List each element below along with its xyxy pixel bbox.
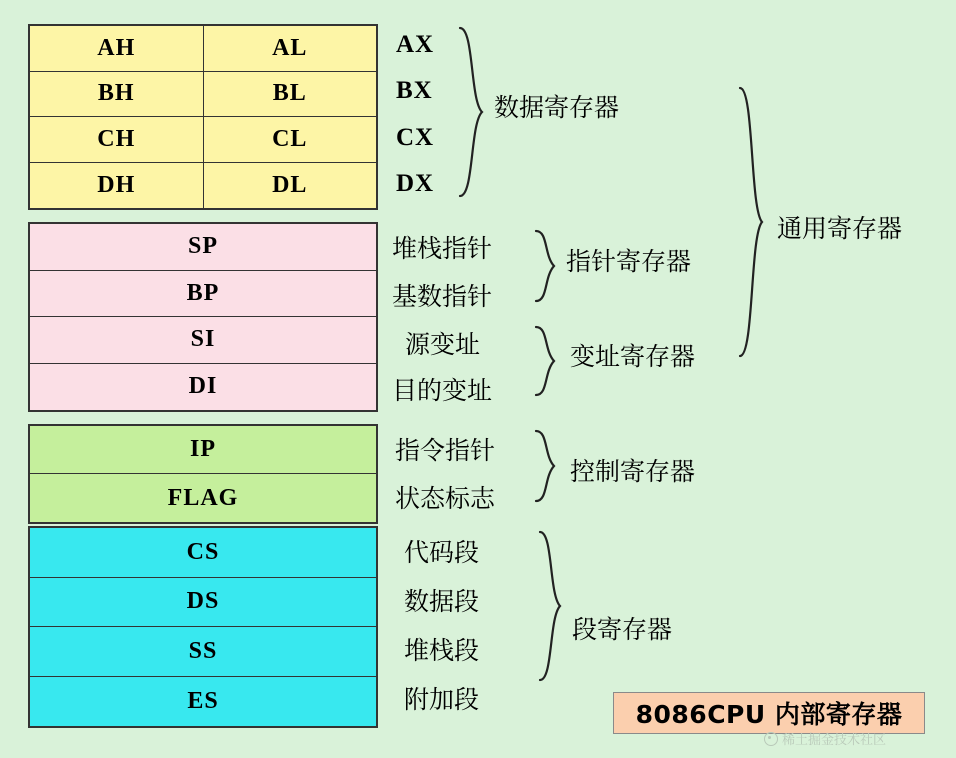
register-pair-label-bx: BX bbox=[396, 77, 433, 104]
register-row-si bbox=[30, 317, 376, 364]
register-cell-bl: BL bbox=[272, 80, 307, 107]
description-bp: 基数指针 bbox=[392, 282, 493, 311]
watermark bbox=[764, 729, 886, 748]
register-row-sp bbox=[30, 224, 376, 271]
register-cell-ch: CH bbox=[30, 117, 204, 162]
register-cell-di: DI bbox=[188, 373, 218, 400]
register-cell-es: ES bbox=[187, 687, 219, 714]
register-row-ds bbox=[30, 578, 376, 628]
description-si: 源变址 bbox=[405, 330, 481, 359]
register-cell-dh: DH bbox=[30, 163, 204, 209]
register-cell-si: SI bbox=[190, 326, 216, 353]
register-cell-ah: AH bbox=[30, 26, 204, 71]
register-row-cx bbox=[30, 117, 376, 163]
register-row-bp bbox=[30, 271, 376, 318]
register-cell-bp: BP bbox=[186, 279, 220, 306]
description-di: 目的变址 bbox=[392, 376, 493, 405]
register-row-dx bbox=[30, 163, 376, 209]
caption-control-registers: 控制寄存器 bbox=[570, 457, 696, 486]
caption-pointer-registers: 指针寄存器 bbox=[566, 247, 692, 276]
register-cell-bh: BH bbox=[30, 72, 204, 117]
caption-data-registers: 数据寄存器 bbox=[494, 93, 620, 122]
register-cell-dl: DL bbox=[272, 171, 308, 198]
register-row-bx bbox=[30, 72, 376, 118]
register-row-di bbox=[30, 364, 376, 411]
brace-index-registers bbox=[536, 327, 554, 395]
brace-data-registers bbox=[460, 28, 482, 196]
register-cell-ds: DS bbox=[186, 588, 220, 615]
register-row-flag bbox=[30, 474, 376, 522]
register-row-es bbox=[30, 677, 376, 727]
register-pair-label-cx: CX bbox=[396, 124, 435, 151]
caption-index-registers: 变址寄存器 bbox=[570, 342, 696, 371]
caption-general-registers: 通用寄存器 bbox=[777, 214, 903, 243]
register-pair-label-ax: AX bbox=[396, 31, 435, 58]
register-row-ip bbox=[30, 426, 376, 474]
brace-segment-registers bbox=[540, 532, 560, 680]
register-cell-ip: IP bbox=[190, 436, 216, 462]
register-cell-cl: CL bbox=[272, 125, 308, 152]
description-flag: 状态标志 bbox=[395, 484, 496, 513]
register-cell-flag: FLAG bbox=[167, 484, 239, 511]
register-cell-sp: SP bbox=[187, 233, 218, 260]
caption-segment-registers: 段寄存器 bbox=[572, 615, 673, 644]
title-badge: 8086CPU 内部寄存器 bbox=[613, 692, 925, 734]
description-ds: 数据段 bbox=[404, 587, 480, 616]
brace-control-registers bbox=[536, 431, 554, 501]
register-cell-ss: SS bbox=[188, 637, 218, 664]
control-register-group bbox=[28, 424, 378, 524]
segment-register-group bbox=[28, 526, 378, 728]
pointer-register-group bbox=[28, 222, 378, 412]
description-sp: 堆栈指针 bbox=[392, 234, 493, 263]
register-row-ss bbox=[30, 627, 376, 677]
register-row-cs bbox=[30, 528, 376, 578]
description-ip: 指令指针 bbox=[395, 436, 496, 465]
register-row-ax bbox=[30, 26, 376, 72]
brace-general-registers bbox=[740, 88, 762, 356]
description-es: 附加段 bbox=[404, 685, 480, 714]
register-cell-cs: CS bbox=[186, 538, 220, 565]
watermark-logo-icon bbox=[764, 732, 778, 746]
register-cell-al: AL bbox=[272, 34, 308, 61]
brace-pointer-registers bbox=[536, 231, 554, 301]
register-pair-label-dx: DX bbox=[396, 170, 435, 197]
description-ss: 堆栈段 bbox=[404, 636, 480, 665]
data-register-group bbox=[28, 24, 378, 210]
description-cs: 代码段 bbox=[404, 538, 480, 567]
watermark-text: 稀土掘金技术社区 bbox=[782, 733, 887, 748]
